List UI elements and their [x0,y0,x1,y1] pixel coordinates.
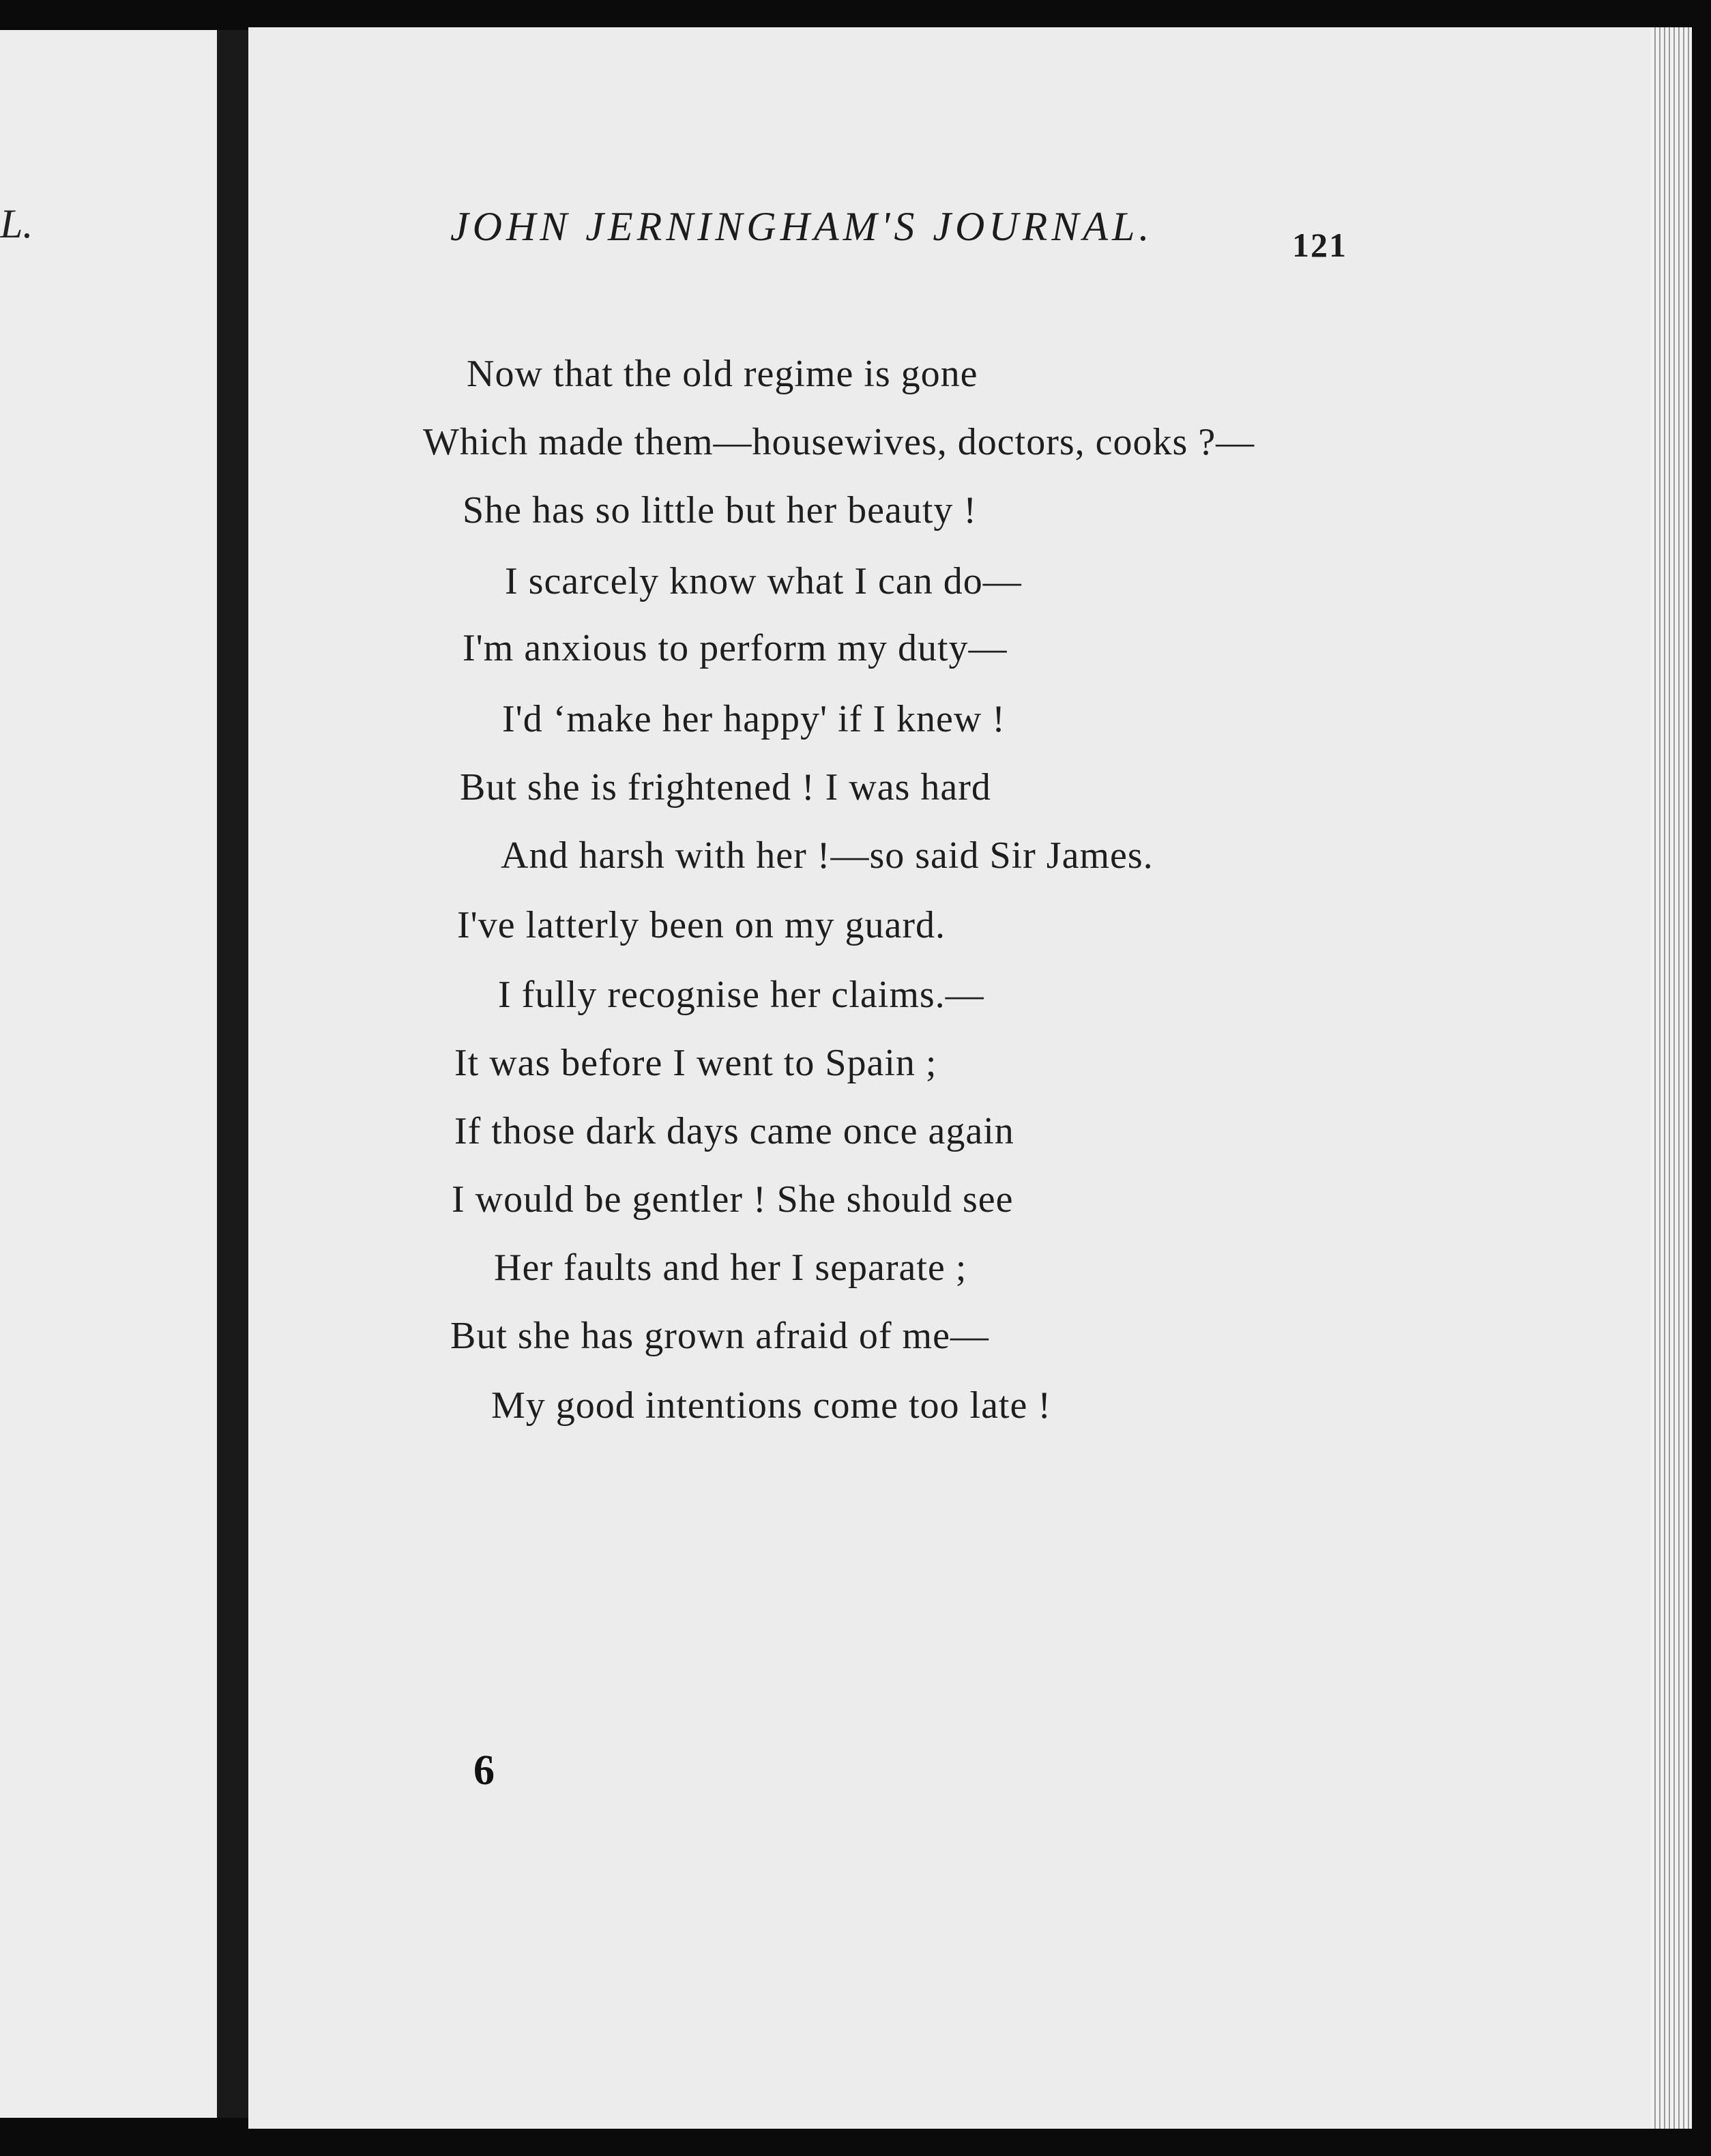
poem-line: Which made them—housewives, doctors, cooks ?— [423,421,1255,463]
poem-line: My good intentions come too late ! [491,1384,1051,1427]
facing-page [0,30,217,2118]
poem-line: I'm anxious to perform my duty— [463,627,1008,669]
book-gutter [217,30,248,2118]
poem-line: I would be gentler ! She should see [452,1178,1014,1221]
poem-line: Now that the old regime is gone [467,353,978,395]
poem-line: But she is frightened ! I was hard [460,766,991,808]
poem-line: I scarcely know what I can do— [505,560,1022,602]
facing-page-mark: L. [0,201,33,246]
page-edges [1651,27,1692,2129]
poem-line: It was before I went to Spain ; [454,1042,937,1084]
page-number: 121 [1292,226,1347,264]
running-header: JOHN JERNINGHAM'S JOURNAL. [450,204,1154,249]
poem-line: I'd ‘make her happy' if I knew ! [502,698,1006,740]
poem-line: And harsh with her !—so said Sir James. [501,834,1154,877]
poem-line: If those dark days came once again [454,1110,1014,1152]
book-page [248,27,1651,2129]
poem-line: Her faults and her I separate ; [494,1247,967,1289]
poem-line: I've latterly been on my guard. [457,904,946,946]
poem-line: She has so little but her beauty ! [463,489,978,531]
poem-line: But she has grown afraid of me— [450,1315,989,1357]
signature-mark: 6 [473,1747,495,1794]
poem-line: I fully recognise her claims.— [498,974,984,1016]
